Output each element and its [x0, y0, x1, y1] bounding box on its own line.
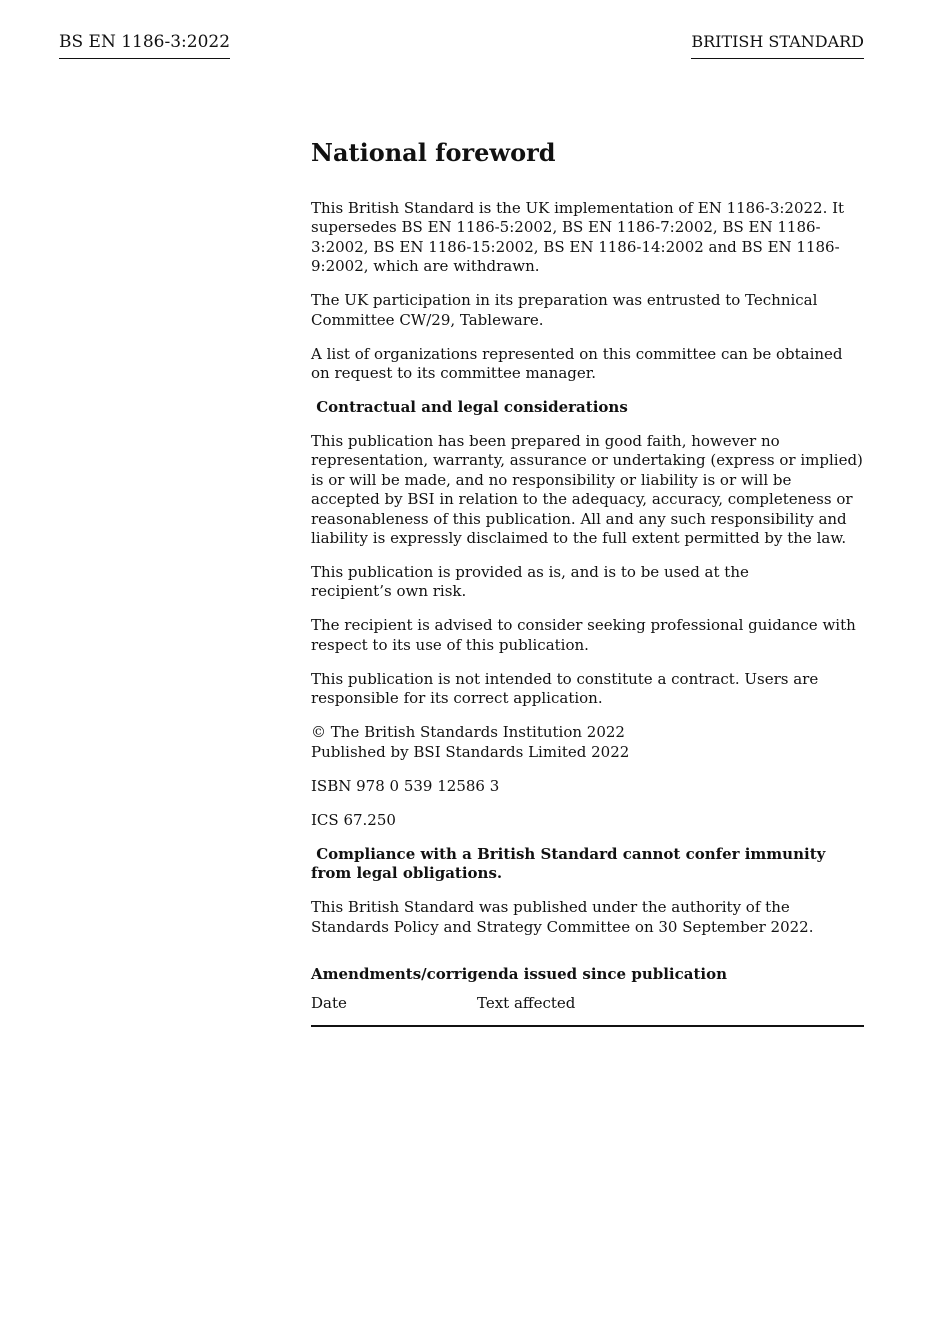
guidance-paragraph: The recipient is advised to consider seeking professional guidance with respect to its use of this publication. — [311, 616, 856, 654]
header-doc-id: BS EN 1186-3:2022 — [59, 31, 230, 59]
header-standard-type: BRITISH STANDARD — [691, 31, 864, 59]
contract-paragraph: This publication is not intended to constitute a contract. Users are responsible for its correct application. — [311, 669, 819, 708]
ics-code: ICS 67.250 — [311, 810, 396, 829]
amendments-col-text: Text affected — [477, 994, 576, 1013]
risk-line-1: This publication is provided as is, and is to be used at the — [311, 563, 749, 582]
amendments-col-date: Date — [311, 994, 347, 1013]
legal-heading: Contractual and legal considerations — [311, 398, 628, 417]
organizations-paragraph: A list of organizations represented on this committee can be obtained on request to its committee manager. — [311, 344, 843, 383]
risk-paragraph — [311, 563, 864, 602]
copyright-block — [311, 723, 864, 762]
compliance-notice: Compliance with a British Standard cannot confer immunity from legal obligations. — [311, 844, 831, 883]
risk-line-2: recipient’s own risk. — [311, 582, 467, 601]
disclaimer-paragraph: This publication has been prepared in good faith, however no representation, warranty, assurance or undertaking (express or implied) is or will be made, and no responsibility or liability is or will be accepted by BSI in relation to the adequacy, accuracy, completeness or reasonableness of this publication. All and any such responsibility and liability is expressly disclaimed to the full extent permitted by the law. — [311, 432, 863, 548]
amendments-heading: Amendments/corrigenda issued since publication — [311, 964, 727, 983]
intro-paragraph: This British Standard is the UK implementation of EN 1186-3:2022. It supersedes BS EN 1186-5:2002, BS EN 1186-7:2002, BS EN 1186-3:2002, BS EN 1186-15:2002, BS EN 1186-14:2002 and BS EN 1186-9:2002, which are withdrawn. — [311, 199, 845, 276]
amendments-table — [311, 994, 864, 1026]
publisher-line: Published by BSI Standards Limited 2022 — [311, 742, 630, 761]
isbn-number: ISBN 978 0 539 12586 3 — [311, 776, 500, 795]
copyright-line: © The British Standards Institution 2022 — [311, 723, 625, 742]
foreword-section — [311, 138, 864, 1027]
page-title: National foreword — [311, 138, 556, 167]
authority-paragraph: This British Standard was published under the authority of the Standards Policy and Strategy Committee on 30 September 2022. — [311, 898, 814, 936]
participation-paragraph: The UK participation in its preparation was entrusted to Technical Committee CW/29, Tableware. — [311, 291, 818, 329]
